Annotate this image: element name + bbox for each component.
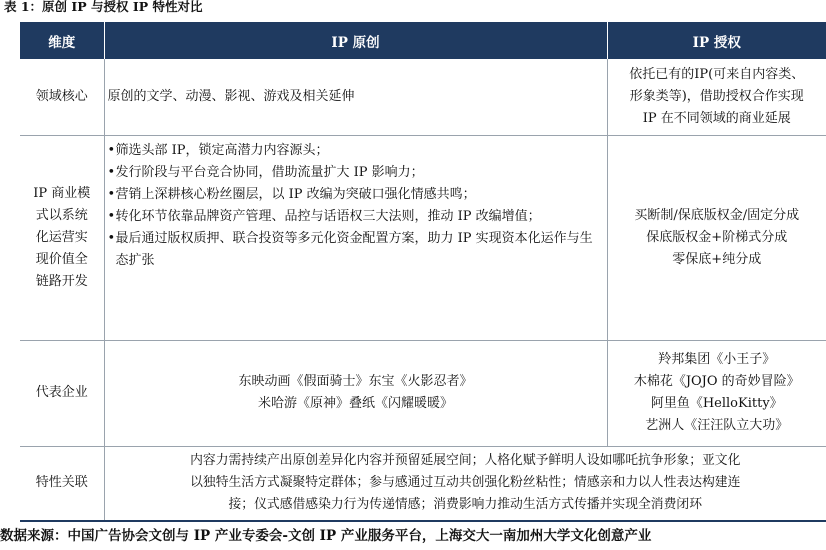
header-ip-licensed: IP 授权	[607, 22, 826, 59]
cell-line: IP 商业模	[33, 185, 91, 201]
cell-line: 米哈游《原神》叠纸《闪耀暖暖》	[257, 396, 453, 411]
row-licensed-cell	[607, 135, 826, 340]
row-original-cell	[104, 340, 607, 446]
cell-line: 买断制/保底版权金/固定分成	[634, 207, 800, 223]
cell-line: 接；仪式感借感染力行为传递情感；消费影响力推动生活方式传播并实现全消费闭环	[228, 497, 702, 513]
table-header-row	[20, 22, 826, 59]
list-item: • 筛选头部 IP，锁定高潜力内容源头；	[108, 140, 604, 162]
cell-line: 零保底+纯分成	[672, 251, 762, 267]
row-dimension-label: 代表企业	[20, 340, 104, 446]
header-dimension: 维度	[20, 22, 104, 59]
cell-line: 现价值全	[35, 251, 88, 267]
cell-line: 东映动画《假面骑士》东宝《火影忍者》	[238, 374, 473, 389]
row-licensed-cell	[607, 59, 826, 135]
table-row	[20, 340, 826, 446]
table-row	[20, 446, 826, 521]
table-row	[20, 135, 826, 340]
row-dimension-label	[20, 135, 104, 340]
cell-line: 依托已有的IP(可来自内容类、	[629, 66, 805, 82]
list-item: • 营销上深耕核心粉丝圈层，以 IP 改编为突破口强化情感共鸣；	[108, 184, 604, 206]
cell-line: 形象类等)，借助授权合作实现	[629, 88, 804, 104]
row-licensed-cell	[607, 340, 826, 446]
cell-line: 羚邦集团《小王子》	[658, 352, 776, 367]
data-source-note: 数据来源：中国广告协会文创与 IP 产业专委会-文创 IP 产业服务平台，上海交大一南加州大学文化创意产业	[0, 528, 652, 544]
row-original-cell: 原创的文学、动漫、影视、游戏及相关延伸	[104, 59, 607, 135]
cell-line: 链路开发	[35, 273, 88, 289]
table-title: 表 1：原创 IP 与授权 IP 特性对比	[4, 0, 203, 14]
cell-line: IP 在不同领域的商业延展	[642, 110, 791, 126]
cell-line: 内容力需持续产出原创差异化内容并预留延展空间；人格化赋予鲜明人设如哪吒抗争形象；亚文化	[190, 453, 741, 469]
header-ip-original: IP 原创	[104, 22, 607, 59]
row-merged-cell	[104, 446, 826, 521]
cell-line: 阿里鱼《HelloKitty》	[650, 396, 783, 411]
row-dimension-label: 特性关联	[20, 446, 104, 521]
row-original-cell	[104, 135, 607, 340]
cell-line: 式以系统	[35, 207, 88, 223]
cell-line: 艺洲人《汪汪队立大功》	[645, 418, 789, 433]
list-item: • 转化环节依靠品牌资产管理、品控与话语权三大法则，推动 IP 改编增值；	[108, 206, 604, 228]
bullet-list	[108, 140, 604, 272]
cell-line: 木棉花《JOJO 的奇妙冒险》	[633, 374, 800, 389]
cell-line: 化运营实	[35, 229, 88, 245]
cell-line: 保底版权金+阶梯式分成	[646, 229, 788, 245]
table-row	[20, 59, 826, 135]
comparison-table	[20, 22, 826, 522]
row-dimension-label: 领域核心	[20, 59, 104, 135]
list-item: • 最后通过版权质押、联合投资等多元化资金配置方案，助力 IP 实现资本化运作与生态扩张	[108, 228, 604, 272]
list-item: • 发行阶段与平台竞合协同，借助流量扩大 IP 影响力；	[108, 162, 604, 184]
cell-line: 以独特生活方式凝聚特定群体；参与感通过互动共创强化粉丝粘性；情感亲和力以人性表达构建连	[190, 475, 741, 491]
